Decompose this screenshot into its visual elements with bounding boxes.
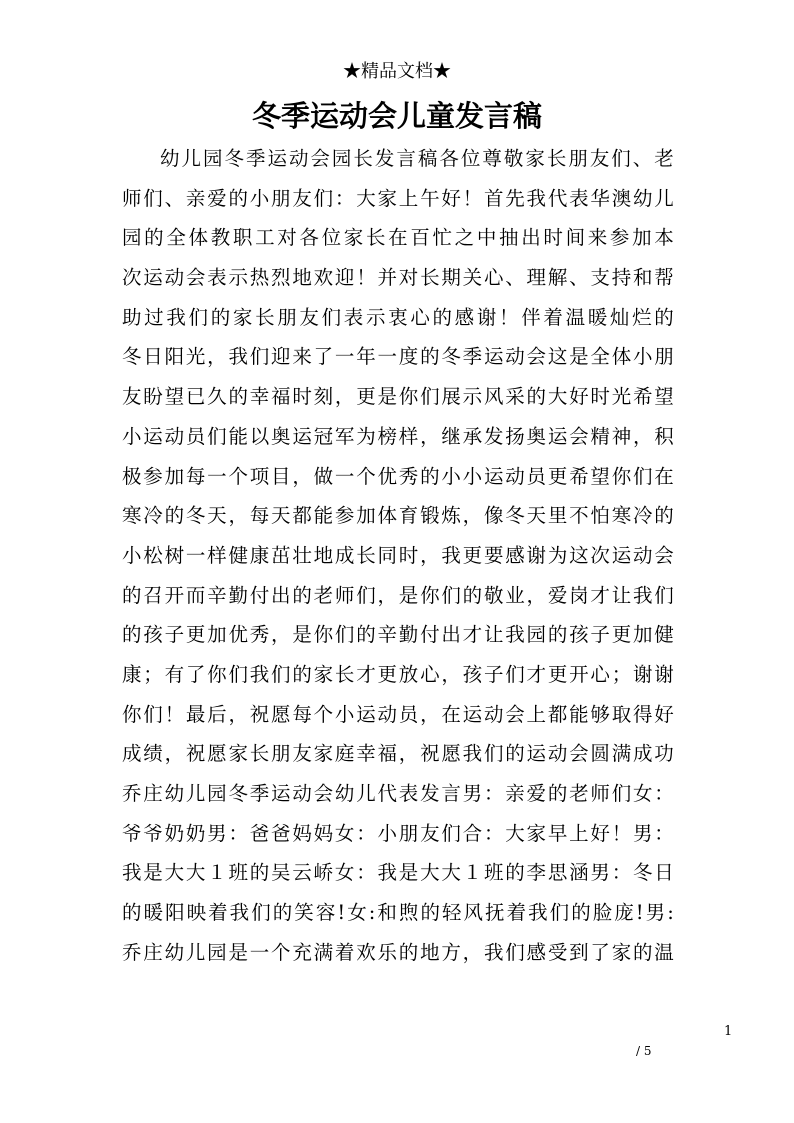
body-line: 乔庄幼儿园是一个充满着欢乐的地方，我们感受到了家的温	[122, 940, 674, 964]
body-line: 次运动会表示热烈地欢迎！并对长期关心、理解、支持和帮	[122, 266, 674, 290]
header-mark: ★精品文档★	[343, 61, 451, 82]
body-line: 小运动员们能以奥运冠军为榜样，继承发扬奥运会精神，积	[122, 424, 674, 448]
body-line: 你们！最后，祝愿每个小运动员，在运动会上都能够取得好	[122, 702, 674, 726]
body-line: 成绩，祝愿家长朋友家庭幸福，祝愿我们的运动会圆满成功	[122, 742, 674, 766]
body-line: 极参加每一个项目，做一个优秀的小小运动员更希望你们在	[122, 464, 674, 488]
body-line: 我是大大１班的吴云峤女：我是大大１班的李思涵男：冬日	[122, 861, 674, 885]
body-line: 园的全体教职工对各位家长在百忙之中抽出时间来参加本	[122, 226, 674, 250]
page-count: / 5	[636, 1044, 652, 1058]
body-line: 乔庄幼儿园冬季运动会幼儿代表发言男：亲爱的老师们女：	[122, 782, 674, 805]
body-line: 冬日阳光，我们迎来了一年一度的冬季运动会这是全体小朋	[122, 345, 674, 369]
body-line: 的暖阳映着我们的笑容!女:和煦的轻风抚着我们的脸庞!男:	[122, 901, 674, 925]
body-line: 康；有了你们我们的家长才更放心，孩子们才更开心；谢谢	[122, 662, 674, 686]
body-line: 幼儿园冬季运动会园长发言稿各位尊敬家长朋友们、老	[160, 147, 674, 170]
body-line: 师们、亲爱的小朋友们：大家上午好！首先我代表华澳幼儿	[122, 186, 674, 210]
document-body	[122, 139, 674, 972]
body-line: 爷爷奶奶男：爸爸妈妈女：小朋友们合：大家早上好！男：	[122, 821, 674, 845]
page-number: 1	[724, 1024, 733, 1039]
body-line: 小松树一样健康茁壮地成长同时，我更要感谢为这次运动会	[122, 543, 674, 567]
body-line: 寒冷的冬天，每天都能参加体育锻炼，像冬天里不怕寒冷的	[122, 504, 674, 528]
document-title: 冬季运动会儿童发言稿	[251, 99, 542, 133]
body-line: 的孩子更加优秀，是你们的辛勤付出才让我园的孩子更加健	[122, 623, 674, 647]
body-line: 友盼望已久的幸福时刻，更是你们展示风采的大好时光希望	[122, 385, 674, 409]
body-line: 的召开而辛勤付出的老师们，是你们的敬业，爱岗才让我们	[122, 583, 674, 607]
body-line: 助过我们的家长朋友们表示衷心的感谢！伴着温暖灿烂的	[122, 305, 674, 329]
